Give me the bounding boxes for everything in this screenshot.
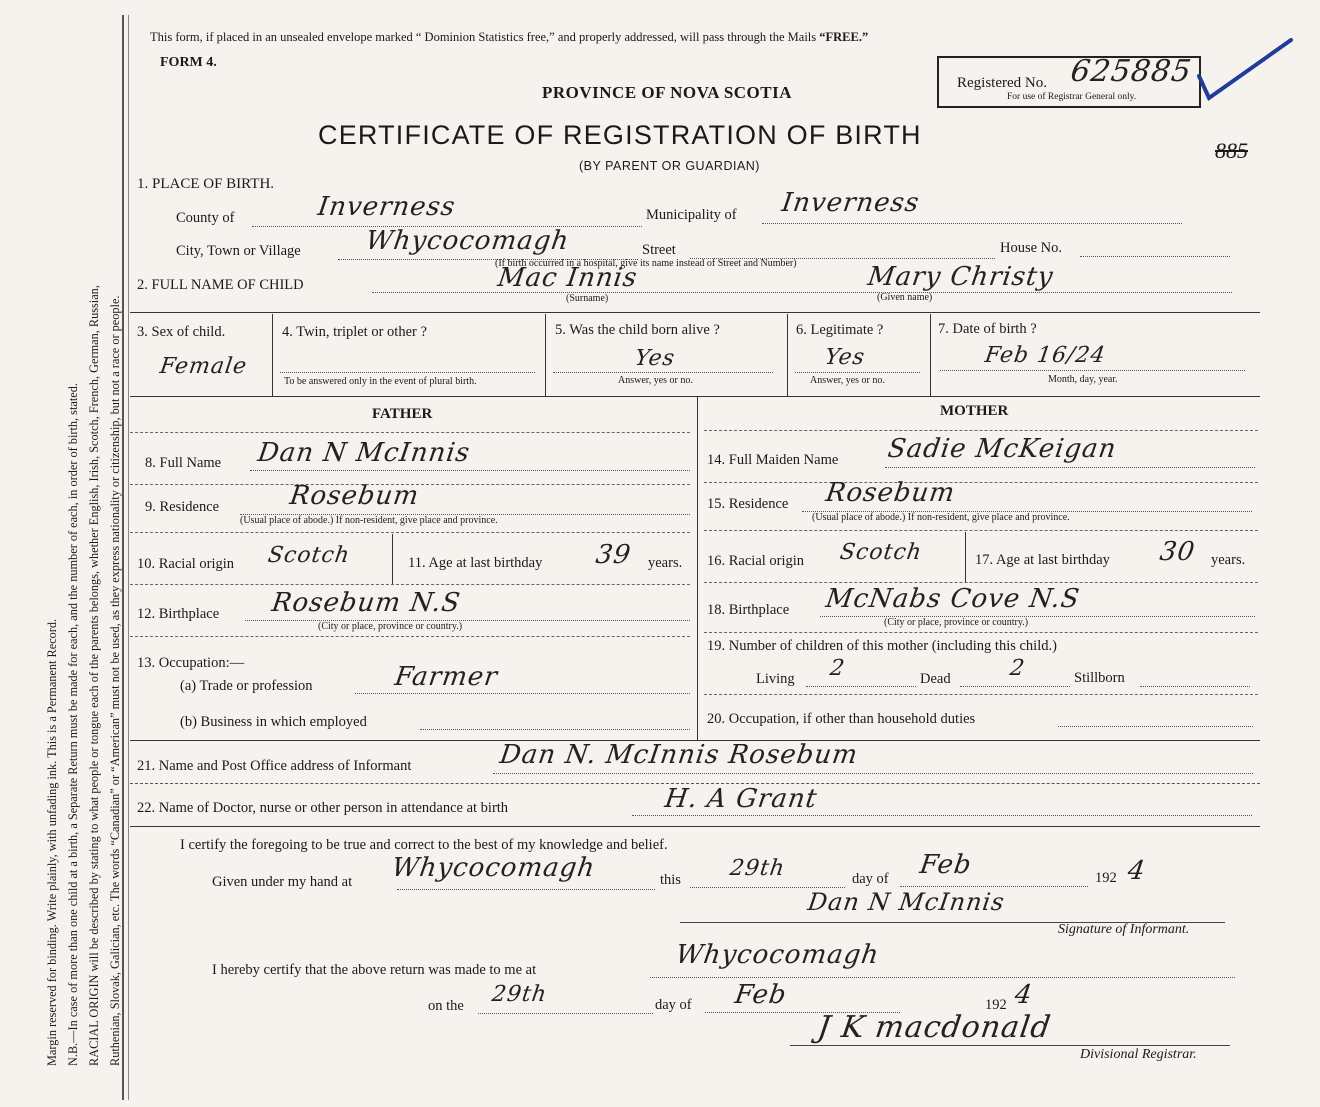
registered-box	[937, 56, 1201, 108]
hospital-note: (If birth occurred in a hospital, give its name instead of Street and Number)	[495, 258, 797, 269]
registered-label: Registered No.	[957, 75, 1047, 91]
form-number: FORM 4.	[160, 55, 217, 70]
mail-notice	[150, 30, 868, 45]
county-label: County of	[176, 210, 235, 226]
mother-racial-value: Scotch	[838, 540, 924, 565]
father-birthplace-value: Rosebum N.S	[269, 588, 463, 618]
father-racial-label: 10. Racial origin	[137, 556, 235, 572]
father-name-value: Dan N McInnis	[255, 438, 473, 468]
father-business-label: (b) Business in which employed	[180, 714, 367, 730]
margin-note-line: Margin reserved for binding. Write plainly, with unfading ink. This is a Permanent Record.	[45, 618, 59, 1066]
mother-birthplace-caption: (City or place, province or country.)	[884, 617, 1029, 628]
sex-label: 3. Sex of child.	[137, 324, 226, 340]
registrar-year-suffix: 4	[1012, 980, 1035, 1010]
mail-notice-free: “FREE.”	[819, 30, 869, 44]
binding-margin-line	[122, 15, 124, 1100]
registrar-day-of-label: day of	[655, 997, 692, 1013]
certification-statement: I certify the foregoing to be true and correct to the best of my knowledge and belief.	[180, 837, 668, 853]
attendant-label: 22. Name of Doctor, nurse or other person in attendance at birth	[137, 800, 509, 816]
father-name-label: 8. Full Name	[145, 455, 222, 471]
dead-label: Dead	[920, 671, 951, 687]
street-label: Street	[642, 242, 676, 258]
legitimate-label: 6. Legitimate ?	[796, 322, 884, 338]
born-alive-value: Yes	[633, 346, 677, 371]
father-racial-value: Scotch	[266, 543, 352, 568]
registrar-day-value: 29th	[490, 982, 549, 1007]
sex-value: Female	[158, 354, 249, 379]
given-under-label: Given under my hand at	[212, 874, 353, 890]
margin-note-line: N.B.—In case of more than one child at a birth, a Separate Return must be made for each, and the number of each, in order of birth, stated.	[66, 383, 80, 1066]
living-label: Living	[756, 671, 795, 687]
born-alive-label: 5. Was the child born alive ?	[555, 322, 720, 338]
father-birthplace-caption: (City or place, province or country.)	[318, 621, 463, 632]
dead-value: 2	[1008, 656, 1027, 681]
mother-age-unit: years.	[1211, 552, 1246, 568]
informant-signature: Dan N McInnis	[806, 888, 1007, 916]
mother-residence-label: 15. Residence	[707, 496, 789, 512]
father-birthplace-label: 12. Birthplace	[137, 606, 220, 622]
given-day-value: 29th	[728, 856, 787, 881]
given-place-value: Whycocomagh	[389, 853, 598, 883]
dob-value: Feb 16/24	[983, 343, 1108, 368]
mother-children-label: 19. Number of children of this mother (including this child.)	[707, 638, 1057, 654]
municipality-value: Inverness	[779, 188, 922, 218]
father-age-value: 39	[593, 540, 634, 570]
city-value: Whycocomagh	[363, 226, 572, 256]
twin-note: To be answered only in the event of plural birth.	[284, 376, 477, 387]
father-residence-label: 9. Residence	[145, 499, 220, 515]
checkmark-icon	[1195, 36, 1295, 106]
on-the-label: on the	[428, 998, 464, 1014]
father-trade-value: Farmer	[392, 662, 500, 692]
registrar-signature: J K macdonald	[815, 1010, 1054, 1045]
mother-age-label: 17. Age at last birthday	[975, 552, 1110, 568]
mail-notice-text: This form, if placed in an unsealed envelope marked “ Dominion Statistics free,” and properly addressed, will pass through the Mails	[150, 30, 817, 44]
father-heading: FATHER	[372, 406, 433, 422]
mother-residence-value: Rosebum	[823, 478, 958, 508]
informant-signature-caption: Signature of Informant.	[1058, 922, 1190, 937]
page-title: CERTIFICATE OF REGISTRATION OF BIRTH	[318, 120, 922, 150]
this-label: this	[660, 872, 681, 888]
county-value: Inverness	[315, 192, 458, 222]
legitimate-value: Yes	[823, 345, 867, 370]
given-month-value: Feb	[917, 850, 974, 880]
margin-notes	[42, 16, 126, 1066]
legitimate-caption: Answer, yes or no.	[810, 375, 885, 386]
child-surname: Mac Innis	[495, 263, 640, 293]
born-alive-caption: Answer, yes or no.	[618, 375, 693, 386]
registrar-caption: Divisional Registrar.	[1080, 1047, 1197, 1062]
margin-note-line: RACIAL ORIGIN will be described by stating to what people or tongue each of the parents belongs, whether English, Irish, Scotch, French, German, Russian,	[87, 285, 101, 1066]
place-of-birth-heading: 1. PLACE OF BIRTH.	[137, 176, 275, 192]
registered-number: 625885	[1068, 54, 1194, 89]
given-name-caption: (Given name)	[877, 292, 933, 303]
municipality-label: Municipality of	[646, 207, 737, 223]
mother-occupation-label: 20. Occupation, if other than household duties	[707, 711, 976, 727]
registrar-place-value: Whycocomagh	[673, 940, 882, 970]
province-heading: PROVINCE OF NOVA SCOTIA	[542, 83, 793, 102]
father-occupation-label: 13. Occupation:—	[137, 655, 245, 671]
margin-note-line: Ruthenian, Slovak, Galician, etc. The words “Canadian” or “American” must not be used, as they express nationality or citizenship, but not a race or people.	[108, 295, 122, 1066]
registrar-statement: I hereby certify that the above return was made to me at	[212, 962, 537, 978]
house-number-label: House No.	[1000, 240, 1063, 256]
binding-margin-line-inner	[128, 15, 129, 1100]
father-trade-label: (a) Trade or profession	[180, 678, 313, 694]
dob-label: 7. Date of birth ?	[938, 321, 1037, 337]
child-given-name: Mary Christy	[865, 262, 1056, 292]
mother-name-value: Sadie McKeigan	[885, 434, 1119, 464]
corner-mark: 885	[1215, 138, 1248, 163]
mother-birthplace-label: 18. Birthplace	[707, 602, 790, 618]
father-residence-value: Rosebum	[287, 481, 422, 511]
attendant-value: H. A Grant	[662, 784, 820, 814]
registrar-month-value: Feb	[732, 980, 789, 1010]
informant-label: 21. Name and Post Office address of Informant	[137, 758, 412, 774]
registered-note: For use of Registrar General only.	[1007, 92, 1137, 102]
child-name-label: 2. FULL NAME OF CHILD	[137, 277, 304, 293]
mother-age-value: 30	[1157, 537, 1198, 567]
mother-name-label: 14. Full Maiden Name	[707, 452, 839, 468]
father-age-unit: years.	[648, 555, 683, 571]
father-age-label: 11. Age at last birthday	[408, 555, 543, 571]
dob-caption: Month, day, year.	[1048, 374, 1118, 385]
given-day-of-label: day of	[852, 871, 889, 887]
father-residence-caption: (Usual place of abode.) If non-resident, give place and province.	[240, 515, 498, 526]
twin-label: 4. Twin, triplet or other ?	[282, 324, 427, 340]
given-year-prefix: 192	[1095, 870, 1117, 886]
living-value: 2	[828, 656, 847, 681]
registrar-year-prefix: 192	[985, 997, 1007, 1013]
stillborn-label: Stillborn	[1074, 670, 1125, 686]
page-subtitle: (BY PARENT OR GUARDIAN)	[579, 159, 760, 173]
given-year-suffix: 4	[1125, 856, 1148, 886]
surname-caption: (Surname)	[566, 293, 609, 304]
mother-heading: MOTHER	[940, 403, 1009, 419]
informant-value: Dan N. McInnis Rosebum	[497, 740, 860, 770]
city-label: City, Town or Village	[176, 243, 301, 259]
mother-birthplace-value: McNabs Cove N.S	[823, 584, 1082, 614]
mother-racial-label: 16. Racial origin	[707, 553, 805, 569]
mother-residence-caption: (Usual place of abode.) If non-resident, give place and province.	[812, 512, 1070, 523]
